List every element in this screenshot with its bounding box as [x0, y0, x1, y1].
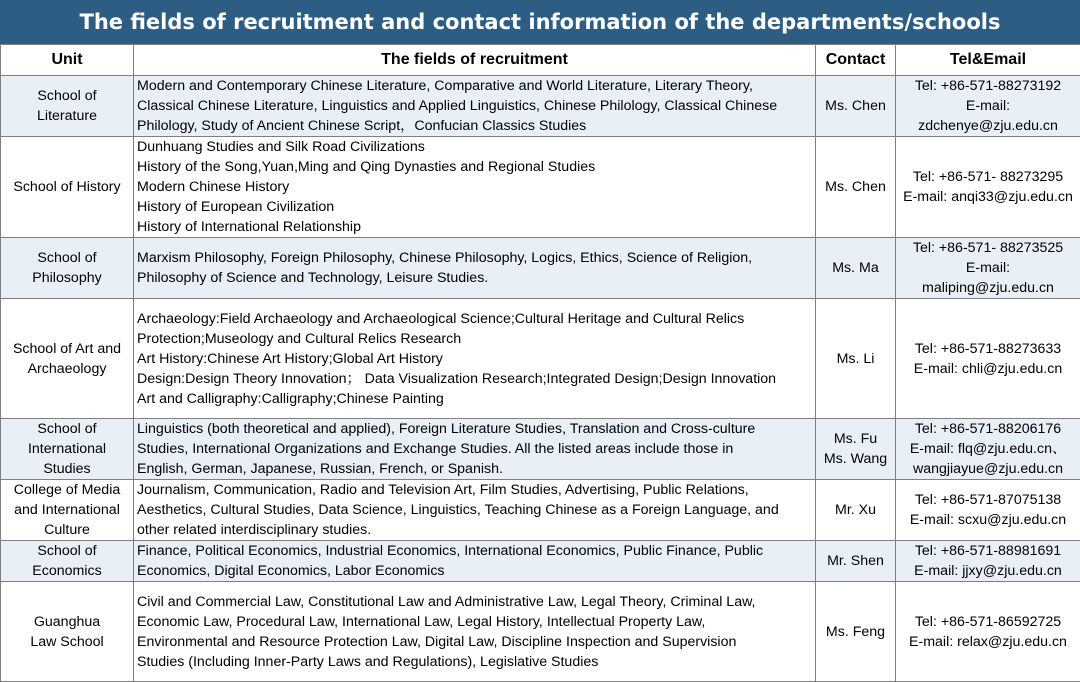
tel-line: Tel: +86-571-88981691: [898, 541, 1078, 561]
page-title: The fields of recruitment and contact information of the departments/schools: [0, 0, 1080, 44]
tel-line: E-mail: jjxy@zju.edu.cn: [898, 561, 1078, 581]
unit-cell: [1, 76, 134, 137]
unit-line: College of Media: [3, 480, 131, 500]
unit-line: School of: [3, 541, 131, 561]
fields-line: Finance, Political Economics, Industrial Economics, International Economics, Public Finance, Public: [137, 541, 813, 561]
contact-cell: [816, 137, 896, 238]
unit-line: and International: [3, 500, 131, 520]
unit-line: Literature: [3, 106, 131, 126]
unit-line: International: [3, 439, 131, 459]
contact-cell: [816, 480, 896, 541]
unit-line: Economics: [3, 561, 131, 581]
tel-line: Tel: +86-571-88273192: [898, 76, 1078, 96]
tel-line: E-mail: chli@zju.edu.cn: [898, 359, 1078, 379]
unit-cell: [1, 137, 134, 238]
contact-cell: [816, 238, 896, 299]
tel-email-cell: [896, 299, 1080, 419]
table-body: [1, 76, 1080, 682]
unit-cell: [1, 541, 134, 582]
contact-line: Ms. Chen: [818, 177, 893, 197]
contact-line: Ms. Fu: [818, 429, 893, 449]
fields-line: Environmental and Resource Protection Law, Digital Law, Discipline Inspection and Supervision: [137, 632, 813, 652]
contact-line: Ms. Li: [818, 349, 893, 369]
contact-cell: [816, 419, 896, 480]
tel-line: Tel: +86-571- 88273525: [898, 238, 1078, 258]
contact-line: Mr. Shen: [818, 551, 893, 571]
unit-cell: [1, 238, 134, 299]
contact-cell: [816, 541, 896, 582]
tel-line: E-mail:: [898, 258, 1078, 278]
tel-line: Tel: +86-571- 88273295: [898, 167, 1078, 187]
fields-cell: [134, 299, 816, 419]
unit-line: School of: [3, 419, 131, 439]
contact-line: Mr. Xu: [818, 500, 893, 520]
unit-line: School of Art and: [3, 339, 131, 359]
table-row: [1, 137, 1080, 238]
fields-line: Art History:Chinese Art History;Global Art History: [137, 349, 813, 369]
fields-cell: [134, 76, 816, 137]
table-row: [1, 582, 1080, 682]
fields-line: History of European Civilization: [137, 197, 813, 217]
fields-line: Marxism Philosophy, Foreign Philosophy, Chinese Philosophy, Logics, Ethics, Science of Religion,: [137, 248, 813, 268]
tel-line: Tel: +86-571-86592725: [898, 612, 1078, 632]
tel-email-cell: [896, 582, 1080, 682]
table-row: [1, 541, 1080, 582]
tel-line: maliping@zju.edu.cn: [898, 278, 1078, 298]
tel-email-cell: [896, 480, 1080, 541]
unit-line: School of: [3, 86, 131, 106]
fields-line: Economic Law, Procedural Law, International Law, Legal History, Intellectual Property Law,: [137, 612, 813, 632]
fields-line: Philology, Study of Ancient Chinese Script，Confucian Classics Studies: [137, 116, 813, 136]
tel-email-cell: [896, 137, 1080, 238]
unit-cell: [1, 419, 134, 480]
header-contact: Contact: [816, 45, 896, 76]
tel-email-cell: [896, 238, 1080, 299]
fields-line: Economics, Digital Economics, Labor Economics: [137, 561, 813, 581]
contact-line: Ms. Chen: [818, 96, 893, 116]
tel-line: E-mail: flq@zju.edu.cn、: [898, 439, 1078, 459]
header-unit: Unit: [1, 45, 134, 76]
tel-line: Tel: +86-571-88206176: [898, 419, 1078, 439]
fields-line: Modern and Contemporary Chinese Literature, Comparative and World Literature, Literary Theory,: [137, 76, 813, 96]
tel-line: wangjiayue@zju.edu.cn: [898, 459, 1078, 479]
table-row: [1, 238, 1080, 299]
fields-line: Classical Chinese Literature, Linguistics and Applied Linguistics, Chinese Philology, Classical Chinese: [137, 96, 813, 116]
fields-cell: [134, 480, 816, 541]
unit-cell: [1, 480, 134, 541]
contact-line: Ms. Feng: [818, 622, 893, 642]
table-row: [1, 480, 1080, 541]
contact-line: Ms. Wang: [818, 449, 893, 469]
unit-line: School of: [3, 248, 131, 268]
fields-line: Philosophy of Science and Technology, Leisure Studies.: [137, 268, 813, 288]
tel-email-cell: [896, 541, 1080, 582]
fields-line: Civil and Commercial Law, Constitutional Law and Administrative Law, Legal Theory, Criminal Law,: [137, 592, 813, 612]
tel-line: Tel: +86-571-88273633: [898, 339, 1078, 359]
unit-cell: [1, 582, 134, 682]
table-row: [1, 299, 1080, 419]
tel-line: E-mail: scxu@zju.edu.cn: [898, 510, 1078, 530]
fields-line: History of the Song,Yuan,Ming and Qing Dynasties and Regional Studies: [137, 157, 813, 177]
tel-email-cell: [896, 419, 1080, 480]
fields-cell: [134, 419, 816, 480]
contact-cell: [816, 299, 896, 419]
contact-line: Ms. Ma: [818, 258, 893, 278]
tel-email-cell: [896, 76, 1080, 137]
fields-line: Modern Chinese History: [137, 177, 813, 197]
unit-line: Studies: [3, 459, 131, 479]
unit-line: Law School: [3, 632, 131, 652]
fields-line: Protection;Museology and Cultural Relics Research: [137, 329, 813, 349]
unit-cell: [1, 299, 134, 419]
unit-line: Culture: [3, 520, 131, 540]
fields-cell: [134, 238, 816, 299]
header-tel-email: Tel&Email: [896, 45, 1080, 76]
tel-line: E-mail: anqi33@zju.edu.cn: [898, 187, 1078, 207]
fields-line: Art and Calligraphy:Calligraphy;Chinese Painting: [137, 389, 813, 409]
fields-line: Dunhuang Studies and Silk Road Civilizations: [137, 137, 813, 157]
fields-line: English, German, Japanese, Russian, French, or Spanish.: [137, 459, 813, 479]
fields-line: Aesthetics, Cultural Studies, Data Science, Linguistics, Teaching Chinese as a Foreign Language, and: [137, 500, 813, 520]
contact-cell: [816, 582, 896, 682]
table-row: [1, 419, 1080, 480]
header-fields: The fields of recruitment: [134, 45, 816, 76]
fields-line: Design:Design Theory Innovation； Data Visualization Research;Integrated Design;Design Innovation: [137, 369, 813, 389]
fields-line: Journalism, Communication, Radio and Television Art, Film Studies, Advertising, Public Relations,: [137, 480, 813, 500]
tel-line: E-mail: relax@zju.edu.cn: [898, 632, 1078, 652]
table-header-row: [1, 45, 1080, 76]
contact-cell: [816, 76, 896, 137]
fields-cell: [134, 541, 816, 582]
fields-line: Studies, International Organizations and Exchange Studies. All the listed areas include those in: [137, 439, 813, 459]
tel-line: E-mail:: [898, 96, 1078, 116]
fields-line: History of International Relationship: [137, 217, 813, 237]
unit-line: School of History: [3, 177, 131, 197]
tel-line: Tel: +86-571-87075138: [898, 490, 1078, 510]
fields-cell: [134, 137, 816, 238]
table-row: [1, 76, 1080, 137]
unit-line: Philosophy: [3, 268, 131, 288]
tel-line: zdchenye@zju.edu.cn: [898, 116, 1078, 136]
fields-line: Linguistics (both theoretical and applied), Foreign Literature Studies, Translation and Cross-culture: [137, 419, 813, 439]
fields-line: Archaeology:Field Archaeology and Archaeological Science;Cultural Heritage and Cultural Relics: [137, 309, 813, 329]
unit-line: Archaeology: [3, 359, 131, 379]
fields-line: Studies (Including Inner-Party Laws and Regulations), Legislative Studies: [137, 652, 813, 672]
unit-line: Guanghua: [3, 612, 131, 632]
fields-line: other related interdisciplinary studies.: [137, 520, 813, 540]
fields-cell: [134, 582, 816, 682]
recruitment-table: [0, 44, 1080, 682]
